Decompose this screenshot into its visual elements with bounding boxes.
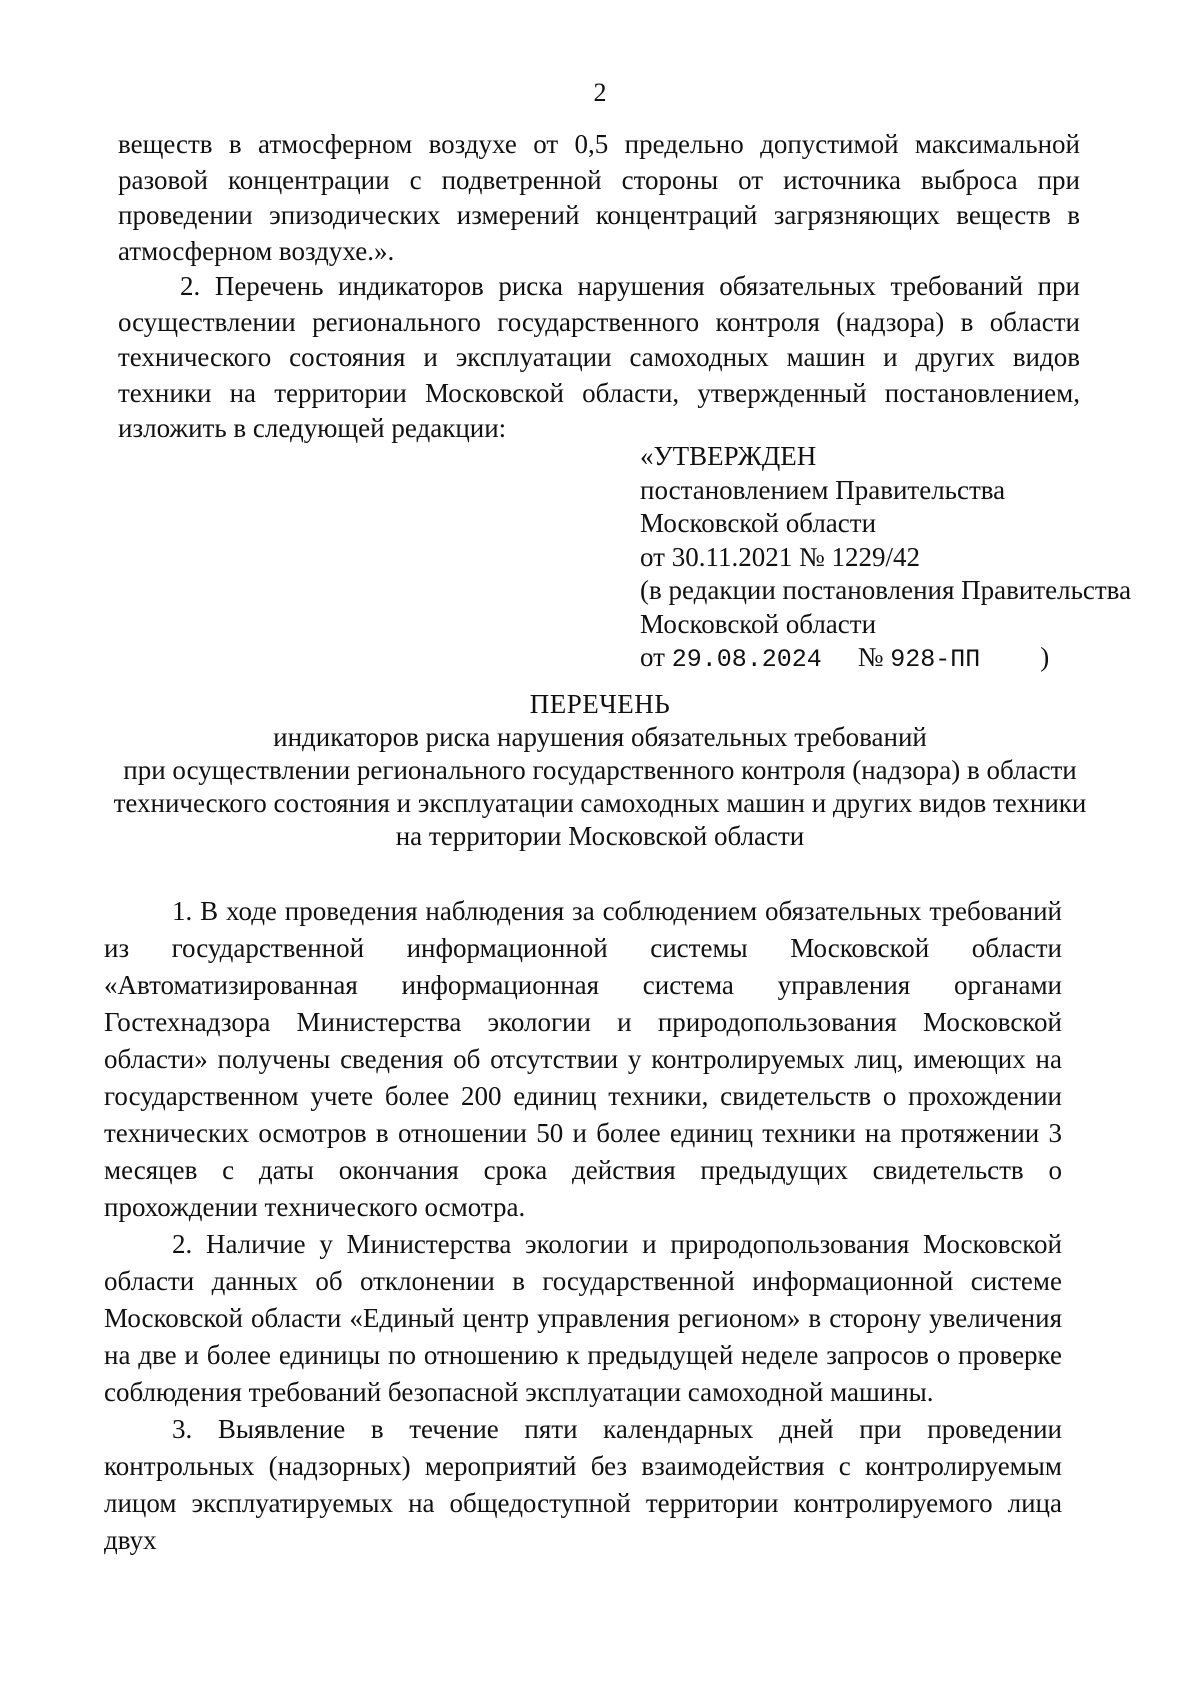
- document-heading: [100, 688, 1100, 853]
- approval-stamp-block: [640, 440, 1180, 677]
- heading-line: при осуществлении регионального государственного контроля (надзора) в области: [123, 755, 1077, 785]
- number-sign: №: [857, 642, 884, 672]
- heading-line: на территории Московской области: [395, 821, 805, 851]
- approval-line: Московской области: [640, 508, 877, 538]
- list-item: 2. Наличие у Министерства экологии и природопользования Московской области данных об отклонении в государственной информационной системе Московской области «Единый центр управления регионом» в сторону увеличения на две и более единицы по отношению к предыдущей неделе запросов о проверке соблюдения требований безопасной эксплуатации самоходной машины.: [104, 1229, 1062, 1407]
- approval-line: Московской области: [640, 608, 877, 639]
- date-prefix: от: [640, 642, 665, 672]
- heading-title: ПЕРЕЧЕНЬ: [529, 689, 671, 719]
- page-number: 2: [593, 78, 607, 107]
- approval-line: постановлением Правительства: [640, 474, 1006, 505]
- list-item: 3. Выявление в течение пяти календарных дней при проведении контрольных (надзорных) мероприятий без взаимодействия с контролируемым лицом эксплуатируемых на общедоступной территории контролируемого лица двух: [104, 1414, 1062, 1555]
- paragraph-continuation: веществ в атмосферном воздухе от 0,5 предельно допустимой максимальной разовой концентрации с подветренной стороны от источника выброса при проведении эпизодических измерений концентраций загрязняющих веществ в атмосферном воздухе.».: [118, 129, 1080, 266]
- text-block-intro: [118, 127, 1080, 447]
- approval-line: (в редакции постановления Правительства: [640, 575, 1132, 605]
- heading-line: технического состояния и эксплуатации самоходных машин и других видов техники: [113, 788, 1087, 818]
- approval-line: от 30.11.2021 № 1229/42: [640, 541, 920, 572]
- approval-line: «УТВЕРЖДЕН: [640, 441, 817, 471]
- paragraph-amendment: 2. Перечень индикаторов риска нарушения обязательных требований при осуществлении регионального государственного контроля (надзора) в области технического состояния и эксплуатации самоходных машин и других видов техники на территории Московской области, утвержденный постановлением, изложить в следующей редакции:: [118, 271, 1080, 443]
- document-number: 928-ПП: [890, 645, 981, 674]
- indicators-list: [104, 893, 1062, 1559]
- approval-date-line: [640, 641, 1180, 677]
- closing-parenthesis: ): [1040, 642, 1050, 672]
- list-item: 1. В ходе проведения наблюдения за соблюдением обязательных требований из государственной информационной системы Московской области «Автоматизированная информационная система управления органами Гостехнадзора Министерства экологии и природопользования Московской области» получены сведения об отсутствии у контролируемых лиц, имеющих на государственном учете более 200 единиц техники, свидетельств о прохождении технических осмотров в отношении 50 и более единиц техники на протяжении 3 месяцев с даты окончания срока действия предыдущих свидетельств о прохождении технического осмотра.: [104, 896, 1062, 1222]
- heading-line: индикаторов риска нарушения обязательных требований: [273, 722, 927, 752]
- date-value: 29.08.2024: [671, 645, 822, 674]
